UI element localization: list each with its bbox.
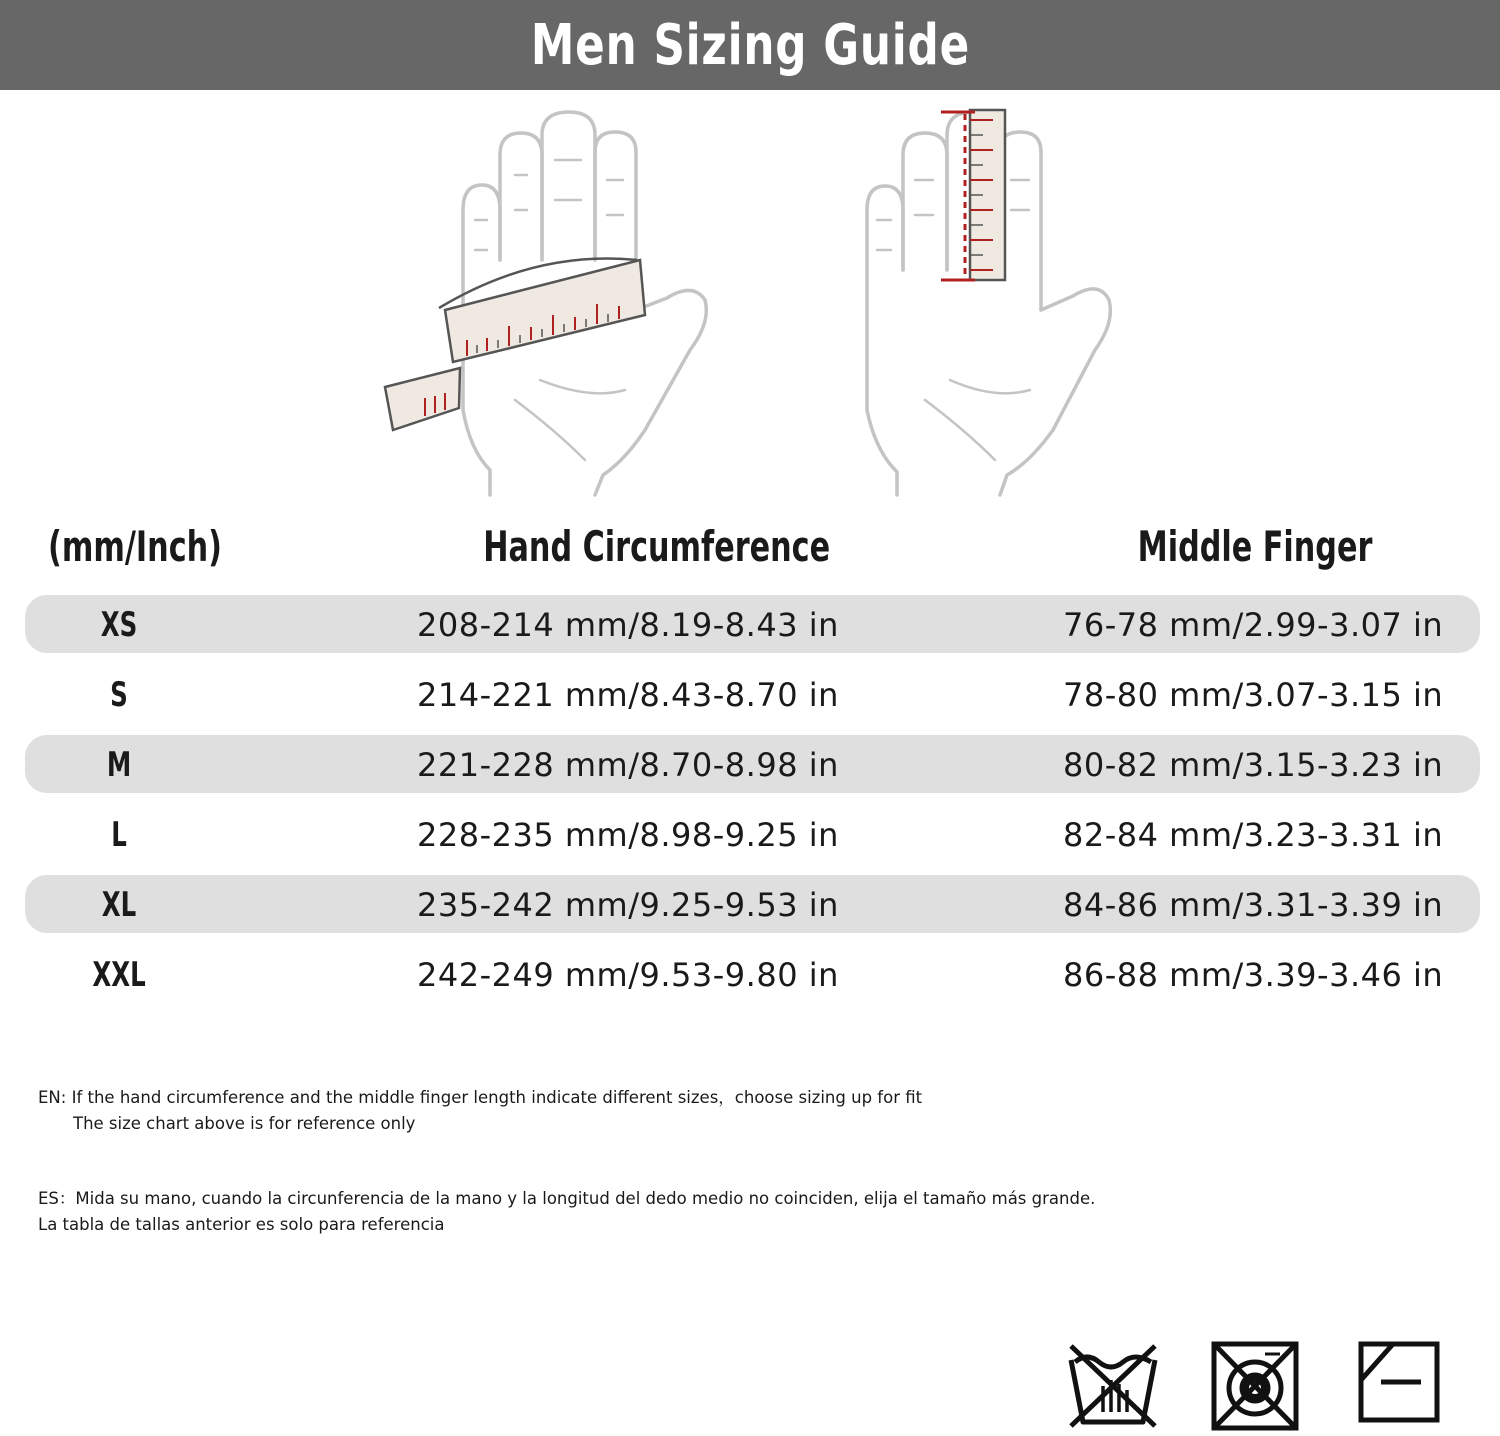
size-label: XL xyxy=(101,885,137,925)
hand-circumference-value: 235-242 mm/9.25-9.53 in xyxy=(417,886,839,924)
header-banner xyxy=(0,0,1500,90)
dry-flat-icon xyxy=(1357,1340,1441,1428)
middle-finger-value: 78-80 mm/3.07-3.15 in xyxy=(1063,676,1444,714)
size-table xyxy=(25,595,1480,1015)
size-label: S xyxy=(110,675,128,715)
table-row xyxy=(25,945,1480,1003)
middle-finger-value: 82-84 mm/3.23-3.31 in xyxy=(1063,816,1444,854)
size-label: M xyxy=(106,745,132,785)
table-row xyxy=(25,805,1480,863)
middle-finger-measure-icon xyxy=(855,100,1125,500)
hand-circumference-value: 208-214 mm/8.19-8.43 in xyxy=(417,606,839,644)
size-label: L xyxy=(111,815,127,855)
page-title: Men Sizing Guide xyxy=(530,12,970,78)
table-row xyxy=(25,735,1480,793)
unit-column-header: (mm/Inch) xyxy=(48,522,222,571)
table-row xyxy=(25,595,1480,653)
do-not-wash-icon xyxy=(1065,1340,1161,1434)
english-note-line2: The size chart above is for reference only xyxy=(73,1114,416,1133)
middle-finger-value: 80-82 mm/3.15-3.23 in xyxy=(1063,746,1444,784)
size-label: XXL xyxy=(92,955,146,995)
hand-circumference-value: 228-235 mm/8.98-9.25 in xyxy=(417,816,839,854)
hand-circumference-value: 214-221 mm/8.43-8.70 in xyxy=(417,676,839,714)
hand-circumference-value: 221-228 mm/8.70-8.98 in xyxy=(417,746,839,784)
english-note-line1: EN: If the hand circumference and the middle finger length indicate different sizes，choose sizing up for fit xyxy=(38,1088,923,1107)
hand-circumference-measure-icon xyxy=(375,100,715,500)
hand-circumference-column-header: Hand Circumference xyxy=(483,522,831,571)
spanish-note xyxy=(38,1186,1095,1238)
table-row xyxy=(25,665,1480,723)
middle-finger-column-header: Middle Finger xyxy=(1137,522,1373,571)
hand-circumference-value: 242-249 mm/9.53-9.80 in xyxy=(417,956,839,994)
middle-finger-value: 84-86 mm/3.31-3.39 in xyxy=(1063,886,1444,924)
do-not-tumble-dry-icon xyxy=(1210,1340,1300,1436)
middle-finger-value: 86-88 mm/3.39-3.46 in xyxy=(1063,956,1444,994)
spanish-note-line1: ES：Mida su mano, cuando la circunferencia de la mano y la longitud del dedo medio no coinciden, elija el tamaño más grande. xyxy=(38,1189,1096,1208)
middle-finger-value: 76-78 mm/2.99-3.07 in xyxy=(1063,606,1444,644)
spanish-note-line2: La tabla de tallas anterior es solo para referencia xyxy=(38,1215,445,1234)
table-row xyxy=(25,875,1480,933)
english-note xyxy=(38,1085,922,1137)
size-label: XS xyxy=(100,605,138,645)
